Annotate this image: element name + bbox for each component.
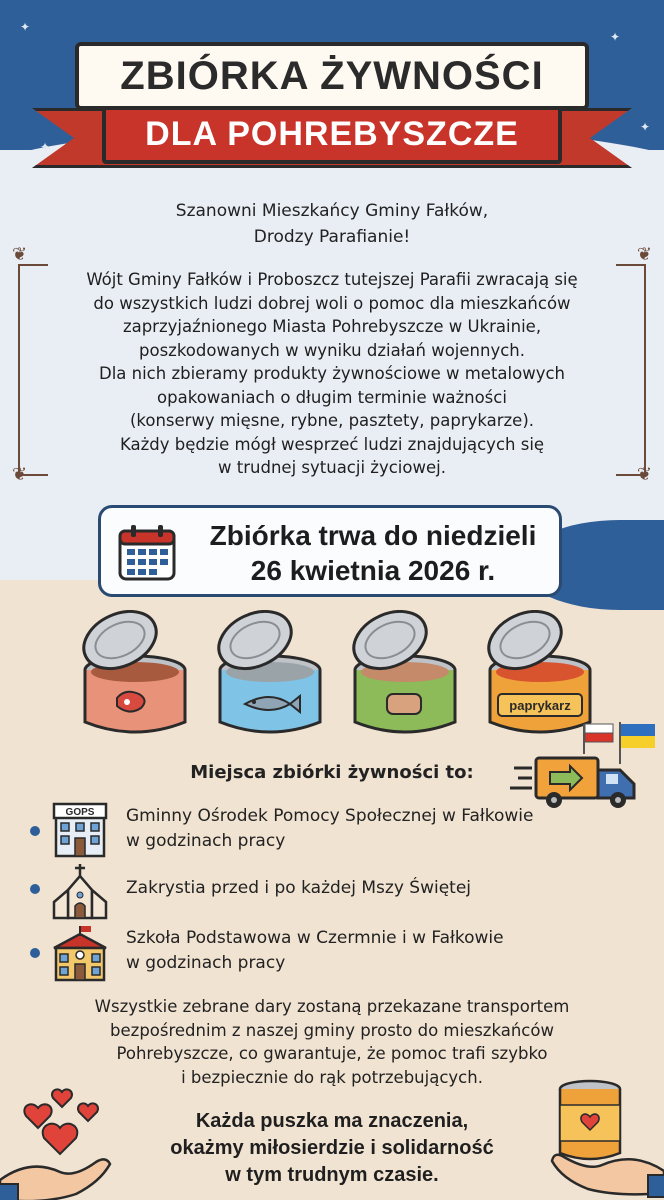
place-line: w godzinach pracy	[126, 953, 286, 973]
appeal-text	[40, 268, 624, 480]
appeal-line: do wszystkich ludzi dobrej woli o pomoc dla mieszkańców	[93, 293, 571, 313]
appeal-line: w trudnej sytuacji życiowej.	[218, 458, 446, 477]
star-icon: ✦	[20, 20, 31, 34]
greeting	[0, 198, 664, 250]
title-line-2: DLA POHREBYSZCZE	[145, 114, 519, 153]
place-line: Gminny Ośrodek Pomocy Społecznej w Fałkowie	[126, 806, 534, 826]
place-item-gops	[30, 800, 650, 860]
meat-can-icon	[75, 610, 185, 732]
can-label: paprykarz	[509, 698, 571, 713]
appeal-line: Każdy będzie mógł wesprzeć ludzi znajdujących się	[119, 434, 545, 454]
appeal-line: Dla nich zbieramy produkty żywnościowe w metalowych	[99, 364, 565, 383]
final-line: okażmy miłosierdzie i solidarność	[170, 1137, 494, 1159]
closing-line: bezpośrednim z naszej gminy prosto do mieszkańców	[110, 1020, 554, 1040]
fish-can-icon	[210, 610, 320, 732]
final-line: w tym trudnym czasie.	[225, 1164, 439, 1186]
ukrainian-flag-icon	[620, 722, 655, 764]
closing-line: i bezpiecznie do rąk potrzebujących.	[181, 1067, 483, 1087]
title-ribbon	[102, 104, 562, 164]
place-item-church	[30, 862, 650, 922]
greeting-line: Szanowni Mieszkańcy Gminy Fałków,	[175, 201, 489, 221]
hand-with-can-icon	[530, 1075, 664, 1200]
date-line: Zbiórka trwa do niedzieli	[209, 520, 537, 551]
place-text	[126, 804, 533, 854]
gops-sign: GOPS	[65, 807, 95, 818]
church-icon	[50, 862, 110, 922]
bullet-icon	[30, 884, 40, 894]
hand-with-hearts-icon	[0, 1080, 140, 1200]
bullet-icon	[30, 826, 40, 836]
place-item-school	[30, 920, 650, 980]
title-plaque	[75, 42, 589, 110]
appeal-line: opakowaniach o długim terminie ważności	[157, 387, 507, 407]
place-line: Zakrystia przed i po każdej Mszy Świętej	[126, 878, 472, 898]
scroll-ornament-icon: ❦	[636, 464, 652, 485]
place-line: w godzinach pracy	[126, 831, 286, 851]
scroll-ornament-icon: ❦	[12, 464, 28, 485]
star-icon: ✦	[40, 140, 51, 154]
school-icon	[50, 924, 110, 984]
closing-line: Pohrebyszcze, co gwarantuje, że pomoc trafi szybko	[116, 1044, 548, 1063]
date-box	[98, 505, 562, 597]
closing-line: Wszystkie zebrane dary zostaną przekazane transportem	[94, 997, 570, 1016]
place-text	[126, 926, 504, 976]
date-line: 26 kwietnia 2026 r.	[250, 555, 496, 586]
title-line-1: ZBIÓRKA ŻYWNOŚCI	[120, 53, 544, 98]
bullet-icon	[30, 948, 40, 958]
greeting-line: Drodzy Parafianie!	[253, 227, 411, 247]
star-icon: ✦	[640, 120, 651, 134]
scroll-ornament-icon: ❦	[12, 244, 28, 265]
final-line: Każda puszka ma znaczenia,	[195, 1110, 469, 1132]
star-icon: ✦	[610, 30, 621, 44]
paprykarz-can-icon	[480, 610, 590, 732]
place-text	[126, 876, 471, 901]
scroll-ornament-icon: ❦	[636, 244, 652, 265]
final-message	[130, 1108, 534, 1189]
date-text	[193, 518, 553, 588]
place-line: Szkoła Podstawowa w Czermnie i w Fałkowie	[126, 928, 504, 948]
gops-building-icon	[50, 800, 110, 860]
appeal-line: poszkodowanych w wyniku działań wojennych.	[139, 340, 525, 360]
pate-can-icon	[345, 610, 455, 732]
polish-flag-icon	[584, 724, 613, 754]
appeal-line: (konserwy mięsne, rybne, pasztety, paprykarze).	[129, 411, 535, 430]
appeal-line: zaprzyjaźnionego Miasta Pohrebyszcze w Ukrainie,	[122, 317, 542, 336]
appeal-line: Wójt Gminy Fałków i Proboszcz tutejszej Parafii zwracają się	[86, 270, 578, 289]
places-title: Miejsca zbiórki żywności to:	[190, 762, 474, 783]
calendar-icon	[117, 522, 179, 584]
